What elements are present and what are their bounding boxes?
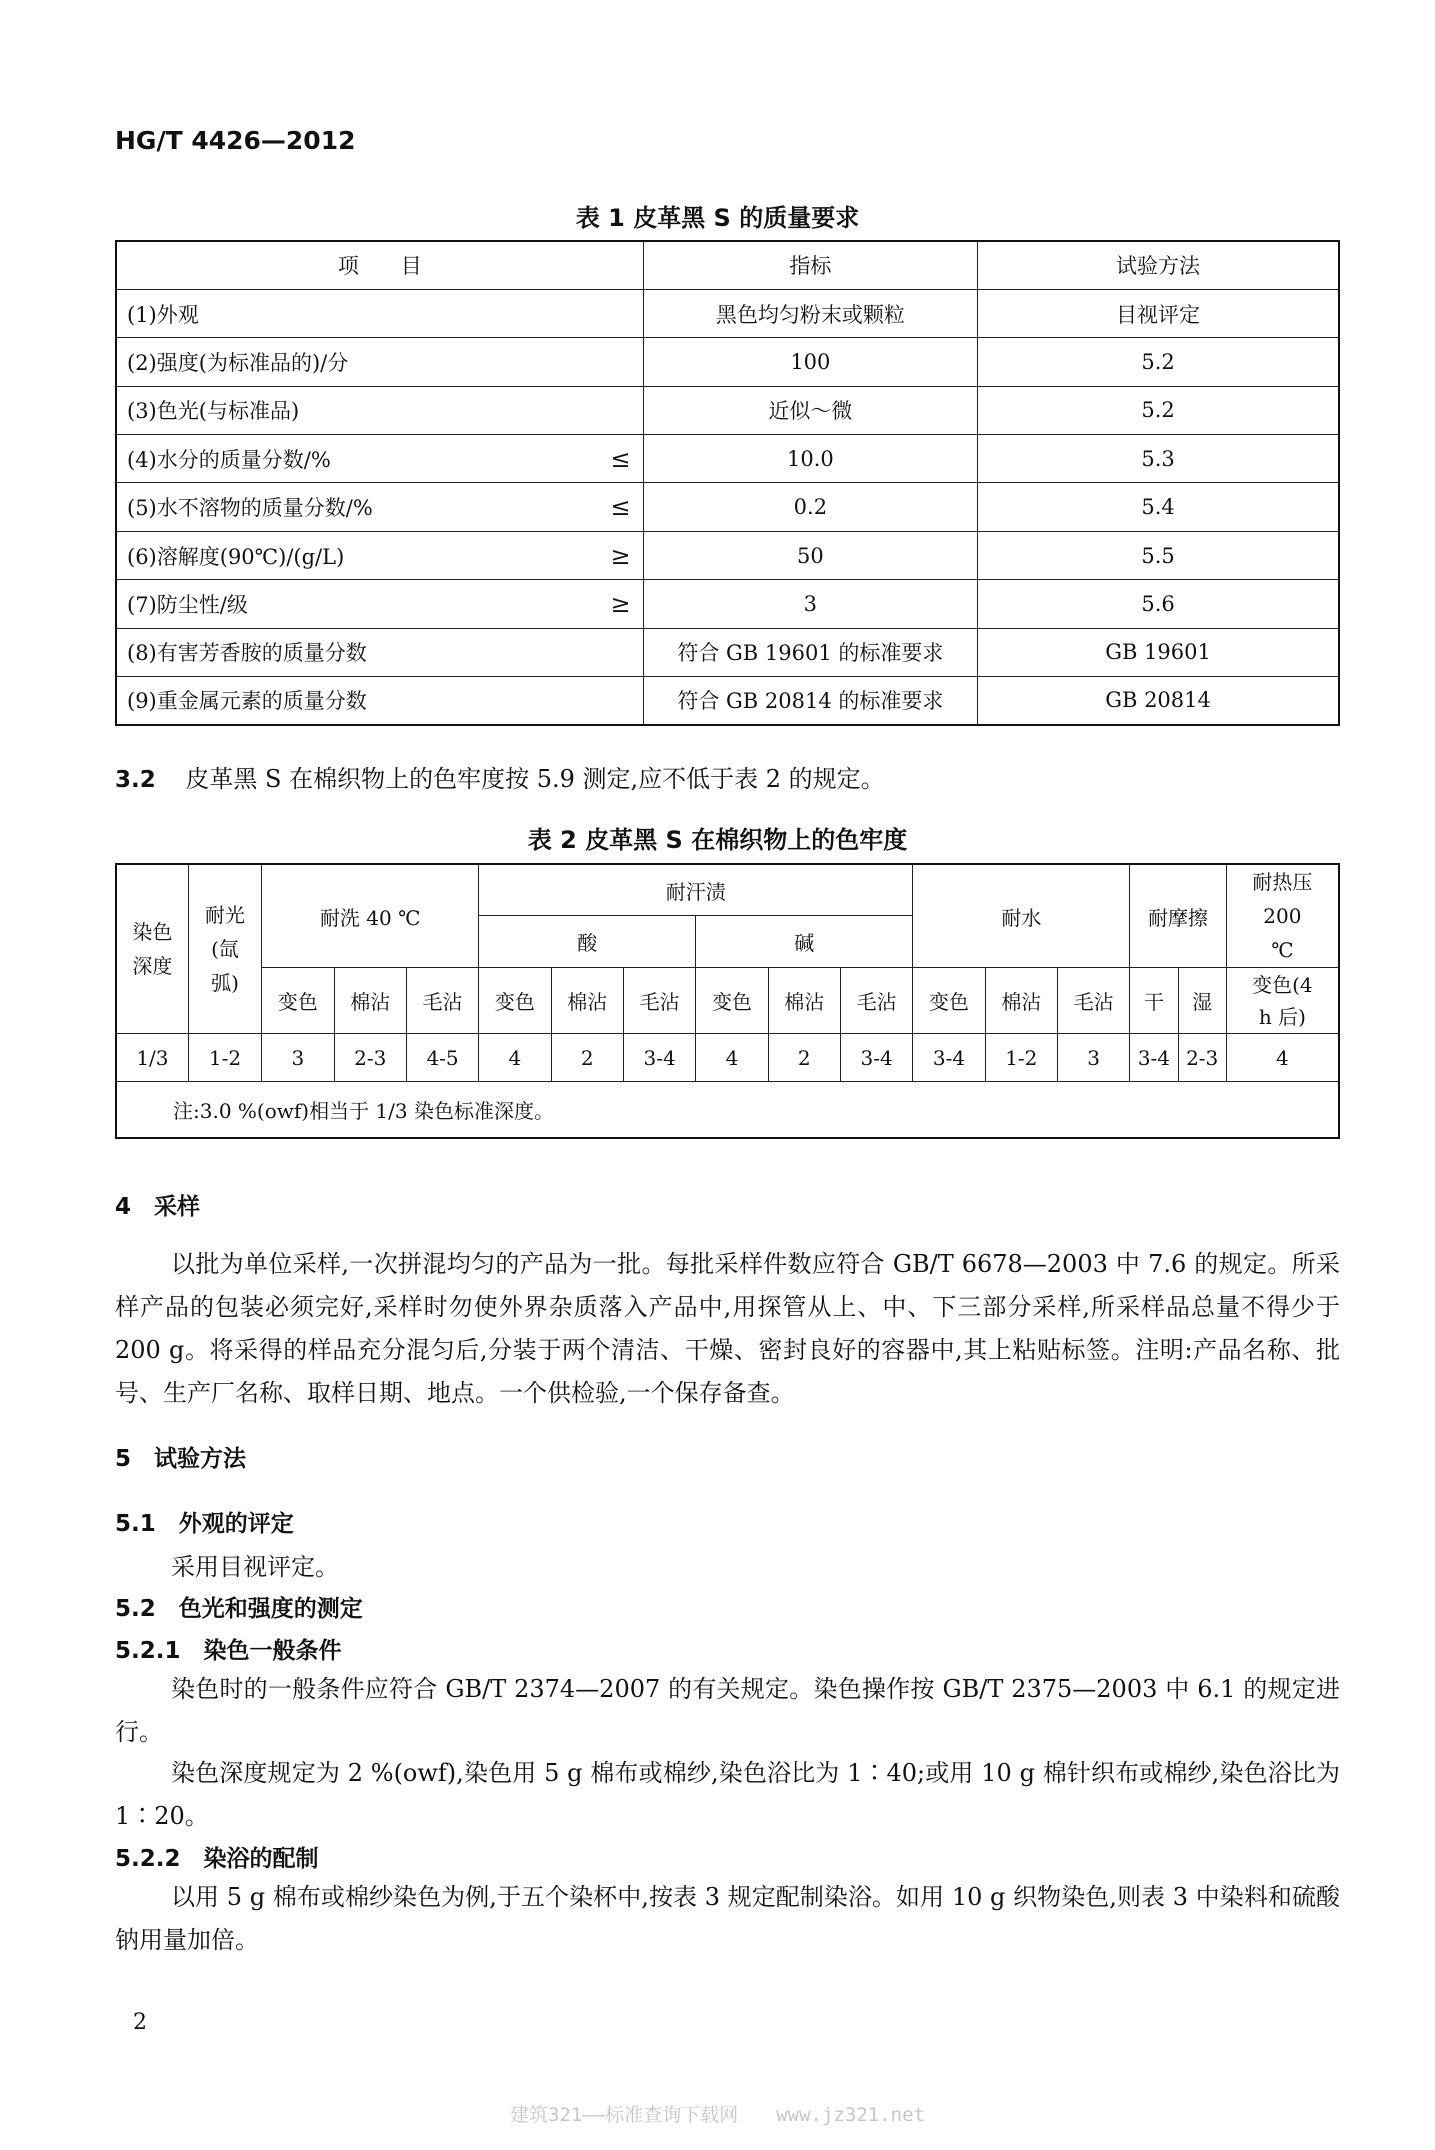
item-label: (9)重金属元素的质量分数 xyxy=(127,689,367,714)
clause-5-1-text: 采用目视评定。 xyxy=(171,1553,339,1581)
value-cell: 0.2 xyxy=(643,483,977,531)
value-cell: 10.0 xyxy=(643,435,977,483)
item-label: (1)外观 xyxy=(127,302,199,327)
value-cell: 3 xyxy=(643,580,977,628)
table-cell: 3-4 xyxy=(623,1034,695,1082)
item-cell xyxy=(116,677,643,725)
value-cell: 50 xyxy=(643,531,977,579)
table-row xyxy=(116,338,1339,386)
table-cell: 1-2 xyxy=(985,1034,1057,1082)
sub-change: 变色 xyxy=(479,968,551,1034)
header-wash: 耐洗 40 ℃ xyxy=(262,864,479,968)
table2-caption: 表 2 皮革黑 S 在棉织物上的色牢度 xyxy=(527,826,908,854)
header-heat: 耐热压200 ℃ xyxy=(1226,864,1339,968)
method-cell: 5.4 xyxy=(978,483,1339,531)
table1-caption: 表 1 皮革黑 S 的质量要求 xyxy=(575,204,860,232)
item-label: (6)溶解度(90℃)/(g/L) xyxy=(127,544,345,569)
comparison-symbol: ≥ xyxy=(610,589,631,618)
quality-requirements-table xyxy=(115,240,1340,726)
clause-5-2-heading: 5.2 色光和强度的测定 xyxy=(115,1596,363,1622)
sub-wool: 毛沾 xyxy=(840,968,912,1034)
table-row xyxy=(116,386,1339,434)
page-number: 2 xyxy=(133,2010,147,2035)
table-cell: 3 xyxy=(1057,1034,1129,1082)
clause-5-1-heading: 5.1 外观的评定 xyxy=(115,1511,294,1537)
table-row xyxy=(116,1034,1339,1082)
method-cell: 目视评定 xyxy=(978,289,1339,337)
value-cell: 符合 GB 20814 的标准要求 xyxy=(643,677,977,725)
header-alkali: 碱 xyxy=(696,916,913,968)
item-label: (5)水不溶物的质量分数/% xyxy=(127,496,373,521)
item-label: (4)水分的质量分数/% xyxy=(127,447,331,472)
table-cell: 2 xyxy=(551,1034,623,1082)
item-cell xyxy=(116,435,643,483)
table-cell: 3-4 xyxy=(840,1034,912,1082)
method-cell: GB 20814 xyxy=(978,677,1339,725)
value-cell: 符合 GB 19601 的标准要求 xyxy=(643,628,977,676)
value-cell: 100 xyxy=(643,338,977,386)
watermark: 建筑321——标准查询下载网 www.jz321.net xyxy=(510,2104,925,2126)
header-item: 项 目 xyxy=(116,241,643,289)
table-cell: 1-2 xyxy=(188,1034,261,1082)
table-cell: 3-4 xyxy=(1130,1034,1178,1082)
item-cell xyxy=(116,628,643,676)
color-fastness-table xyxy=(115,863,1340,1139)
table-row xyxy=(116,435,1339,483)
item-cell xyxy=(116,580,643,628)
item-label: (2)强度(为标准品的)/分 xyxy=(127,350,349,375)
value-cell: 黑色均匀粉末或颗粒 xyxy=(643,289,977,337)
sub-change: 变色 xyxy=(696,968,768,1034)
method-cell: 5.6 xyxy=(978,580,1339,628)
method-cell: 5.2 xyxy=(978,386,1339,434)
sub-cotton: 棉沾 xyxy=(334,968,406,1034)
sub-dry: 干 xyxy=(1130,968,1178,1034)
clause-5-2-1-para2: 染色深度规定为 2 %(owf),染色用 5 g 棉布或棉纱,染色浴比为 1∶40;或用 10 g 棉针织布或棉纱,染色浴比为 1∶20。 xyxy=(115,1759,1340,1830)
section-4-heading: 4 采样 xyxy=(115,1194,201,1220)
header-water: 耐水 xyxy=(913,864,1130,968)
section-5-heading: 5 试验方法 xyxy=(115,1446,247,1472)
table-cell: 4-5 xyxy=(406,1034,478,1082)
clause-5-2-1-heading: 5.2.1 染色一般条件 xyxy=(115,1638,342,1664)
item-label: (8)有害芳香胺的质量分数 xyxy=(127,641,367,666)
comparison-symbol: ≤ xyxy=(610,444,631,473)
item-label: (3)色光(与标准品) xyxy=(127,399,300,424)
clause-text: 皮革黑 S 在棉织物上的色牢度按 5.9 测定,应不低于表 2 的规定。 xyxy=(185,765,885,793)
table-cell: 3 xyxy=(262,1034,334,1082)
method-cell: GB 19601 xyxy=(978,628,1339,676)
clause-5-2-2-heading: 5.2.2 染浴的配制 xyxy=(115,1846,319,1872)
sub-wool: 毛沾 xyxy=(406,968,478,1034)
header-acid: 酸 xyxy=(479,916,696,968)
item-label: (7)防尘性/级 xyxy=(127,592,248,617)
header-light: 耐光(氙弧) xyxy=(188,864,261,1034)
sub-wool: 毛沾 xyxy=(1057,968,1129,1034)
table-cell: 1/3 xyxy=(116,1034,188,1082)
table-row xyxy=(116,483,1339,531)
table-row xyxy=(116,289,1339,337)
header-sweat: 耐汗渍 xyxy=(479,864,913,916)
sub-cotton: 棉沾 xyxy=(551,968,623,1034)
clause-5-2-1-para1: 染色时的一般条件应符合 GB/T 2374—2007 的有关规定。染色操作按 GB/T 2375—2003 中 6.1 的规定进行。 xyxy=(115,1675,1340,1746)
table-cell: 2-3 xyxy=(1178,1034,1226,1082)
table-row xyxy=(116,531,1339,579)
method-cell: 5.5 xyxy=(978,531,1339,579)
table-cell: 4 xyxy=(1226,1034,1339,1082)
item-cell xyxy=(116,531,643,579)
comparison-symbol: ≥ xyxy=(610,541,631,570)
item-cell xyxy=(116,386,643,434)
value-cell: 近似～微 xyxy=(643,386,977,434)
item-cell xyxy=(116,338,643,386)
method-cell: 5.2 xyxy=(978,338,1339,386)
table-row xyxy=(116,628,1339,676)
item-cell xyxy=(116,289,643,337)
header-value: 指标 xyxy=(643,241,977,289)
sub-change: 变色 xyxy=(913,968,985,1034)
comparison-symbol: ≤ xyxy=(610,493,631,522)
table-cell: 4 xyxy=(479,1034,551,1082)
sub-cotton: 棉沾 xyxy=(985,968,1057,1034)
clause-5-2-2-para: 以用 5 g 棉布或棉纱染色为例,于五个染杯中,按表 3 规定配制染浴。如用 10 g 织物染色,则表 3 中染料和硫酸钠用量加倍。 xyxy=(115,1883,1340,1954)
clause-3-2 xyxy=(115,758,885,802)
header-method: 试验方法 xyxy=(978,241,1339,289)
header-rub: 耐摩擦 xyxy=(1130,864,1226,968)
table-row xyxy=(116,677,1339,725)
table-cell: 4 xyxy=(696,1034,768,1082)
table-cell: 3-4 xyxy=(913,1034,985,1082)
header-depth: 染色深度 xyxy=(116,864,188,1034)
sub-cotton: 棉沾 xyxy=(768,968,840,1034)
table2-note: 注:3.0 %(owf)相当于 1/3 染色标准深度。 xyxy=(116,1082,1339,1138)
sub-heat-change: 变色(4 h 后) xyxy=(1226,968,1339,1034)
method-cell: 5.3 xyxy=(978,435,1339,483)
item-cell xyxy=(116,483,643,531)
table-cell: 2 xyxy=(768,1034,840,1082)
table-cell: 2-3 xyxy=(334,1034,406,1082)
sub-wet: 湿 xyxy=(1178,968,1226,1034)
table-header-row xyxy=(116,241,1339,289)
sub-wool: 毛沾 xyxy=(623,968,695,1034)
standard-code: HG/T 4426—2012 xyxy=(115,126,356,155)
clause-number: 3.2 xyxy=(115,767,156,793)
table-row xyxy=(116,580,1339,628)
section-4-text: 以批为单位采样,一次拼混均匀的产品为一批。每批采样件数应符合 GB/T 6678—2003 中 7.6 的规定。所采样产品的包装必须完好,采样时勿使外界杂质落入产品中,用探管从上、中、下三部分采样,所采样品总量不得少于 200 g。将采得的样品充分混匀后,分装于两个清洁、干燥、密封良好的容器中,其上粘贴标签。注明:产品名称、批号、生产厂名称、取样日期、地点。一个供检验,一个保存备查。 xyxy=(115,1250,1340,1407)
sub-change: 变色 xyxy=(262,968,334,1034)
